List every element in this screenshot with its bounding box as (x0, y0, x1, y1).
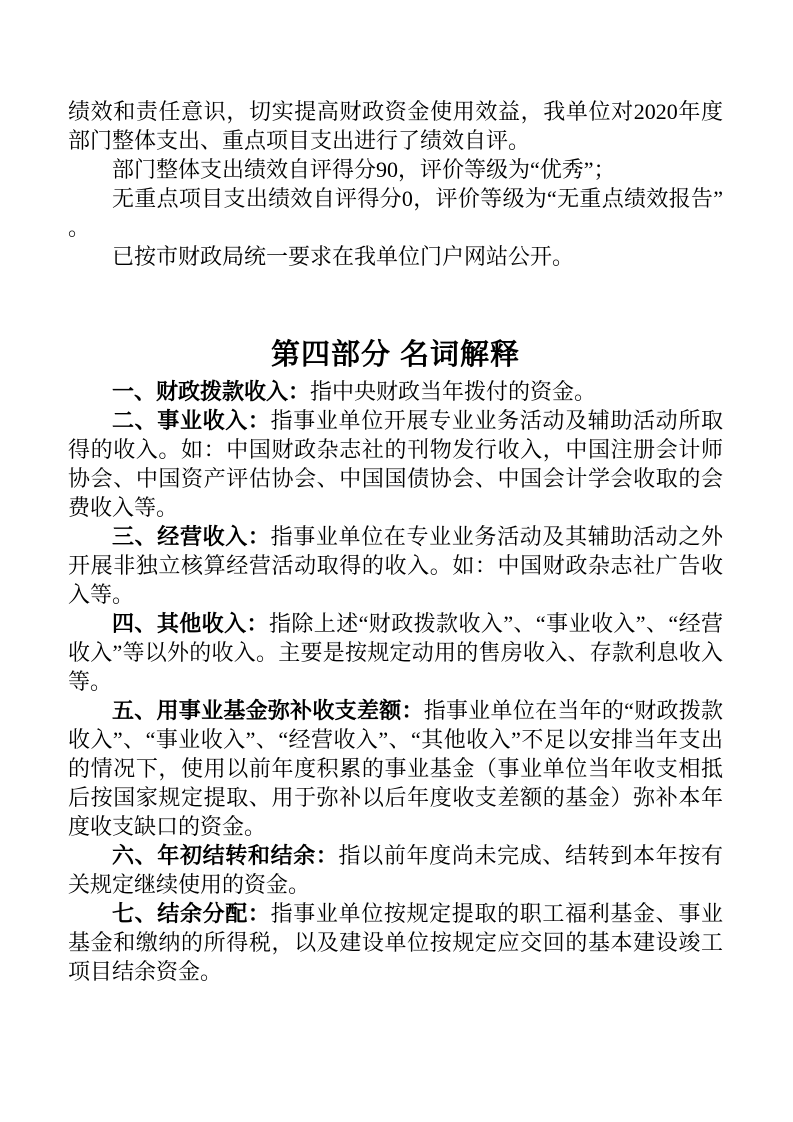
glossary-term-5: 五、用事业基金弥补收支差额： (112, 698, 424, 723)
blank-gap (68, 271, 723, 333)
disclosure-paragraph: 已按市财政局统一要求在我单位门户网站公开。 (112, 244, 575, 269)
glossary-item-3 (68, 522, 723, 609)
glossary-item-5 (68, 696, 723, 841)
glossary-item-1 (68, 377, 723, 406)
section-heading: 第四部分 名词解释 (270, 339, 521, 371)
project-score-paragraph: 无重点项目支出绩效自评得分0，评价等级为“无重点绩效报告”。 (68, 186, 724, 240)
glossary-definition-4: 指除上述“财政拨款收入”、“事业收入”、“经营收入”等以外的收入。主要是按规定动用的售房收入、存款利息收入等。 (68, 611, 723, 694)
glossary-definition-6: 指以前年度尚未完成、结转到本年按有关规定继续使用的资金。 (68, 843, 723, 897)
glossary-term-3: 三、经营收入： (112, 524, 271, 549)
glossary-term-4: 四、其他收入： (112, 611, 269, 636)
glossary-term-2: 二、事业收入： (112, 408, 271, 433)
glossary-item-2 (68, 406, 723, 522)
glossary-term-1: 一、财政拨款收入： (112, 379, 311, 404)
intro-continuation-paragraph: 绩效和责任意识，切实提高财政资金使用效益，我单位对2020年度部门整体支出、重点项目支出进行了绩效自评。 (68, 99, 723, 153)
glossary-definition-1: 指中央财政当年拨付的资金。 (310, 379, 597, 404)
glossary-item-4 (68, 609, 723, 696)
glossary-item-6 (68, 841, 723, 899)
glossary-definition-3: 指事业单位在专业业务活动及其辅助活动之外开展非独立核算经营活动取得的收入。如：中国财政杂志社广告收入等。 (68, 524, 723, 607)
glossary-item-7 (68, 899, 723, 986)
overall-score-paragraph: 部门整体支出绩效自评得分90，评价等级为“优秀”； (112, 157, 616, 182)
glossary-definition-2: 指事业单位开展专业业务活动及辅助活动所取得的收入。如：中国财政杂志社的刊物发行收入，中国注册会计师协会、中国资产评估协会、中国国债协会、中国会计学会收取的会费收入等。 (68, 408, 723, 520)
glossary-definition-5: 指事业单位在当年的“财政拨款收入”、“事业收入”、“经营收入”、“其他收入”不足以安排当年支出的情况下，使用以前年度积累的事业基金（事业单位当年收支相抵后按国家规定提取、用于弥补以后年度收支差额的基金）弥补本年度收支缺口的资金。 (68, 698, 723, 839)
glossary-term-7: 七、结余分配： (112, 901, 271, 926)
glossary-definition-7: 指事业单位按规定提取的职工福利基金、事业基金和缴纳的所得税，以及建设单位按规定应交回的基本建设竣工项目结余资金。 (68, 901, 723, 984)
glossary-term-6: 六、年初结转和结余： (112, 843, 339, 868)
